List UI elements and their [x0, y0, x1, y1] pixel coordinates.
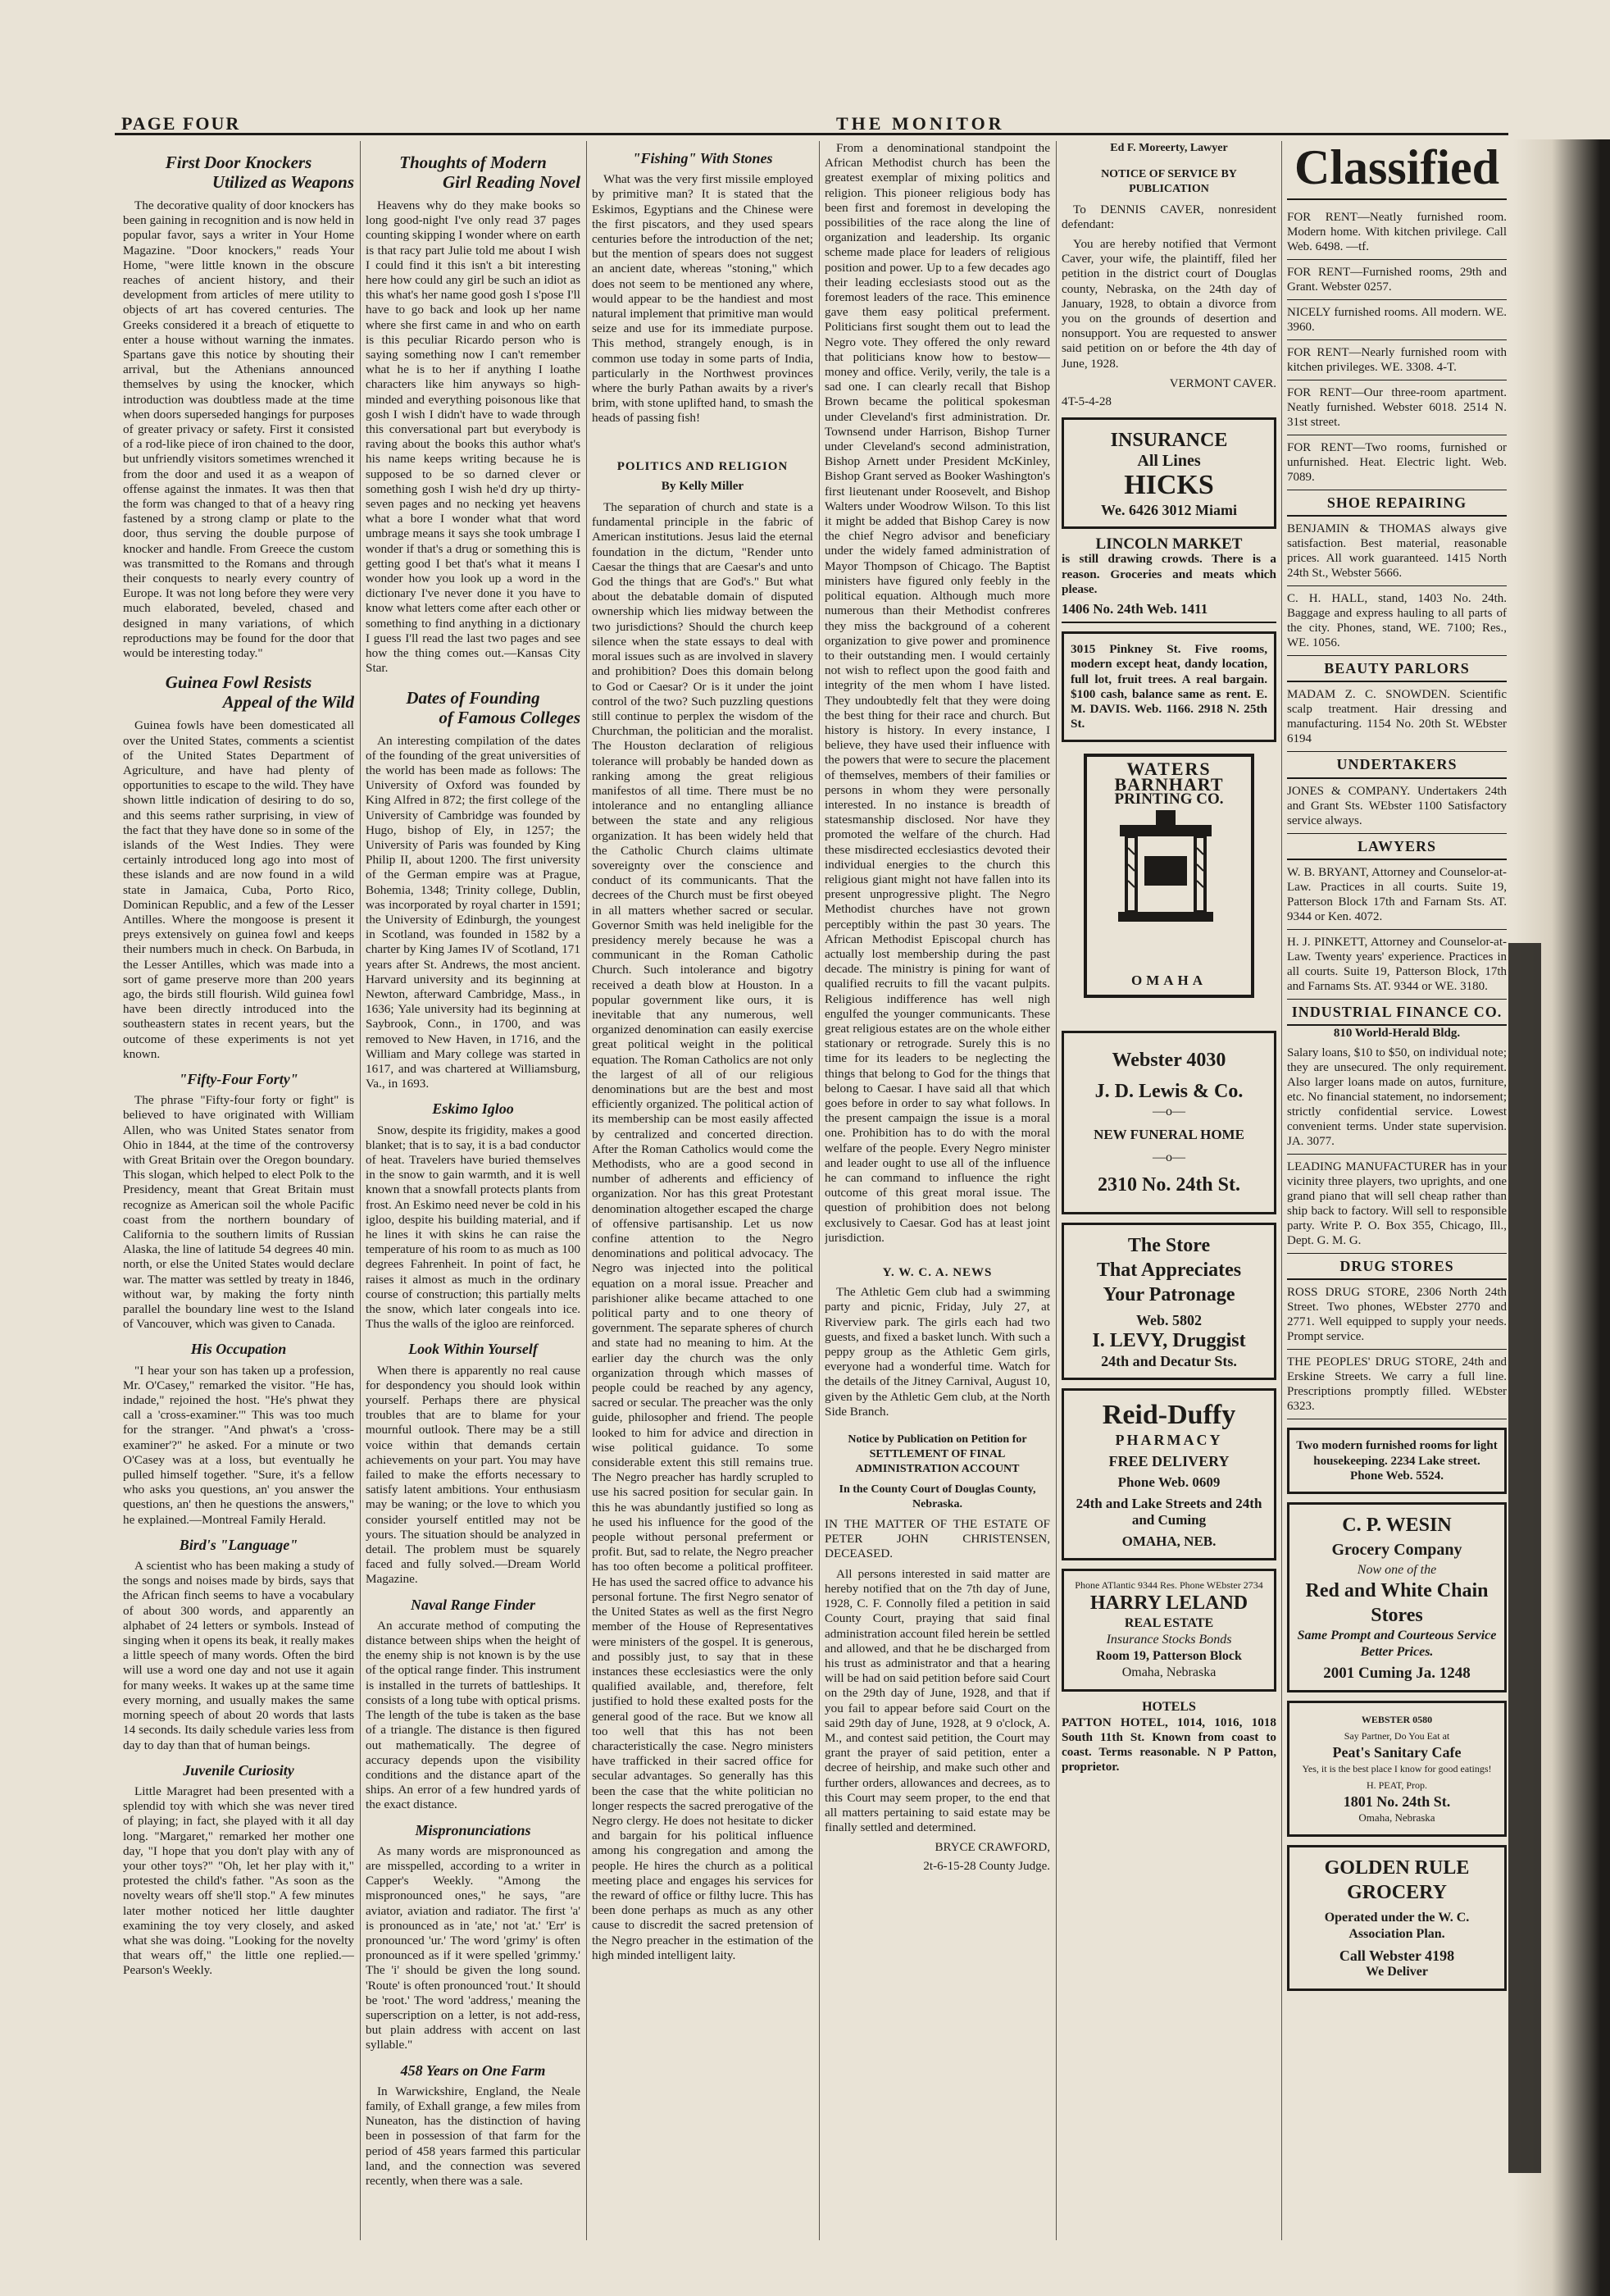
market-body: is still drawing crowds. There is a reason. Groceries and meats which please. — [1062, 552, 1276, 596]
ad-headline: Red and White Chain Stores — [1305, 1580, 1489, 1627]
article-title: Mispronunciations — [415, 1821, 531, 1838]
ad-phone: Phone Web. 0609 — [1117, 1474, 1221, 1491]
printing-company-logo — [1084, 754, 1254, 998]
logo-text: OMAHA — [1130, 973, 1208, 989]
article-title: Naval Range Finder — [410, 1596, 535, 1613]
article-title: Juvenile Curiosity — [183, 1761, 294, 1779]
ad-city: Omaha, Nebraska — [1358, 1811, 1435, 1824]
hotels-body: PATTON HOTEL, 1014, 1016, 1018 South 11th St. Known from coast to coast. Terms reasonable. N P Patton, proprietor. — [1062, 1715, 1276, 1774]
logo-text: BARNHART — [1114, 773, 1224, 795]
ad-name: J. D. Lewis & Co. — [1094, 1081, 1244, 1103]
ad-headline: Your Patronage — [1103, 1284, 1235, 1306]
column-rule — [1056, 141, 1057, 2240]
ad-proprietor: H. PEAT, Prop. — [1366, 1779, 1428, 1792]
column-rule — [360, 141, 361, 2240]
ad-phone: Phone ATlantic 9344 Res. Phone WEbster 2734 — [1075, 1579, 1263, 1592]
classified-item: JONES & COMPANY. Undertakers 24th and Grant Sts. WEbster 1100 Satisfactory service always. — [1287, 779, 1507, 834]
ad-phone: WEBSTER 0580 — [1361, 1714, 1433, 1726]
ad-subline: NEW FUNERAL HOME — [1094, 1127, 1244, 1143]
legal-notice-body: You are hereby notified that Vermont Caver, your wife, the plaintiff, filed her petition in the district court of Douglas county, Nebraska, on the 24th day of January, 1928, to obtain a divorce from you on the grounds of desertion and nonsupport. You are requested to answer said petition on or before the 4th day of June, 1928. — [1062, 237, 1276, 371]
article-body: When there is apparently no real cause for despondency you should look within yourself. Perhaps there are physical troubles that are to blame for your mournful outlook. There may be a still voice within that demands certain achievements on your part. You may have failed to make the efforts necessary to satisfy latent ambitions. Your enthusiasm may be waning; or the love to which you consider yourself entitled may not be yours. The situation should be analyzed in detail. The problem must be squarely faced and fully solved.—Dream World Magazine. — [366, 1363, 580, 1587]
ad-name: HARRY LELAND — [1089, 1592, 1248, 1615]
ad-subline: Operated under the W. C. Association Plan. — [1324, 1911, 1470, 1942]
legal-notice-date: 2t-6-15-28 County Judge. — [923, 1859, 1050, 1873]
classified-section-title: UNDERTAKERS — [1287, 752, 1507, 778]
article-title: Thoughts of Modern Girl Reading Novel — [399, 153, 580, 192]
ad-subline: We Deliver — [1366, 1965, 1428, 1979]
legal-notice-signature: BRYCE CRAWFORD, — [935, 1841, 1050, 1855]
column-rule — [819, 141, 820, 2240]
ad-address: 24th and Decatur Sts. — [1101, 1353, 1237, 1370]
classified-item: FOR RENT—Furnished rooms, 29th and Grant. Webster 0257. — [1287, 260, 1507, 300]
classified-item: ROSS DRUG STORE, 2306 North 24th Street. Two phones, WEbster 2770 and 2771. Well equipped to supply your needs. Prompt service. — [1287, 1280, 1507, 1350]
ad-headline: INSURANCE — [1110, 430, 1228, 452]
article-body: "I hear your son has taken up a profession, Mr. O'Casey," remarked the visitor. "He has, indade," rejoined the host. "He's phwat they call a 'cross-examiner.'" This was too much for the stranger. "And phwat's a 'cross-examiner'?" he asked. For a minute or two O'Casey was at a loss, but eventually he pulled himself together. "Sure, it's a fellow who asks you questions, an' you answer the questions, an' then he questions the answers," he explained.—Montreal Family Herald. — [123, 1363, 354, 1527]
classified-item: H. J. PINKETT, Attorney and Counselor-at-Law. Twenty years' experience. Practices in all courts. Suite 19, Patterson Block, 17th and Farnams Sts. AT. 9344 or WE. 3180. — [1287, 930, 1507, 1000]
article-title: Bird's "Language" — [179, 1536, 298, 1553]
ad-city: OMAHA, NEB. — [1121, 1533, 1217, 1550]
article-title: "Fishing" With Stones — [632, 150, 773, 166]
paper-name: THE MONITOR — [836, 113, 1005, 134]
torn-page-edge — [1508, 943, 1541, 2173]
page-header — [115, 113, 1508, 135]
classified-item: LEADING MANUFACTURER has in your vicinity three players, two uprights, and one grand piano that will sell cheap rather than ship back to factory. Will sell to responsible party. Write P. O. Box 355, Chicago, Ill., Dept. G. M. G. — [1287, 1155, 1507, 1254]
article-body: The separation of church and state is a fundamental principle in the fabric of American institutions. Jesus laid the eternal foundation in the dictum, "Render unto Caesar the things that are Caesar's and unto God the things that are God's." But what about the debatable domain of disputed ownership which lies midway between the two jurisdictions? Should the church keep silence when the state essays to deal with moral issues such as are involved in slavery and prohibition? Does this domain belong to God or Caesar? Or is it under the joint control of the two? Such puzzling questions still continue to perplex the wisdom of the Churchman, the politician and the moralist. The Houston declaration of religious tolerance will probably be handed down as ranking among the great religious manifestos of all time. There must be no intolerance and no entangling alliance between the state and any religious organization. It has been widely held that the Catholic Church claims ultimate sovereignty over the conscience and conduct of its communicants. That the decrees of the Church must be first obeyed in all matters whether sacred or secular. Governor Smith was held ineligible for the presidency merely because he was a communicant in the Roman Catholic Church. Such intolerance and bigotry received a death blow at Houston. In a popular government like ours, it is inevitable that any numerous, well organized denomination can easily exercise great political weight in the political equation. The Roman Catholics are not only the largest of all of our religious denominations but are the best and most efficiently organized. The political action of its membership can be most easily affected by centralized and concerted direction. After the Roman Catholics would come the Methodists, who are a good second in number of adherents and efficiency of organization. Nor has this great Protestant denomination altogether escaped the charge of offensive partisanship. Let us now confine attention to the Negro denominations and political advocacy. The Negro was injected into the political equation on a moral issue. Preacher and parishioner alike became attached to one political party and to one theory of government. The separate spheres of church and state had no meaning to him. At the earlier day the church was the only organization through which masses of people could be reached by any agency, sacred or secular. The preacher was the only guide, philosopher and friend. The people looked to him for advice and direction in wise political guidance. To some considerable extent this still remains true. The Negro preacher has hardly scrupled to use his sacred position for secular gain. In this he was abundantly justified so long as he used his influence for the good of the people without personal preferment or profit. But, sad to relate, the Negro preacher has too often become a political proffiteer. He has used the sacred office to advance his personal fortune. The first Negro senator of the United States as well as the first Negro member of the House of Representatives were ministers of the gospel. It is generous, and possibly just, to say that in these instances these ecclesiastics were the only qualified available, and, therefore, felt justified to hold these exalted posts for the general good of the race. But we know all too well that this has not been characteristically the case. Negro ministers have trafficked in their sacred office for secular advantages. So generally has this been the case that the white politician no longer respects the sacred prerogative of the Negro clergy. He does not hesitate to dicker and bargain for his political influence among his congregation and among the people. He hires the church as a political meeting place and engages his services for the reward of office or filthy lucre. This has been done perhaps as much as any other cause to discredit the sacred pretension of the Negro preacher in the estimation of the high minded intelligent laity. — [592, 500, 813, 1962]
ad-slogan: Same Prompt and Courteous Service Better Prices. — [1297, 1629, 1497, 1660]
ad-address: 24th and Lake Streets and 24th and Cuming — [1076, 1496, 1262, 1528]
article-body: From a denominational standpoint the African Methodist church has been the greatest exemplar of mixing politics and religion. This pioneer religious body has been first and foremost in developing the possibilities of the race along the line of organization and leadership. Its organic scheme made place for leaders of religious position and power. Up to a few decades ago their leading ecclesiasts stood out as the foremost leaders of the race. This eminence gave them easy political preferment. Politicians first sought them out to lead the Negro vote. They offered the only reward that politicians know how to bestow—money and office. Verily, verily, the tale is a sad one. I can clearly recall that Bishop Brown became the political spokesman under Cleveland's first administration. Dr. Townsend under Harrison, Bishop Turner under Cleveland's second administration, Bishop Arnett under President McKinley, Bishop Grant served as Booker Washington's first lieutenant under Roosevelt, and Bishop Walters under Woodrow Wilson. To this list it might be added that Bishop Carey is now the chief Negro advisor and beneficiary under the widely famed administration of Mayor Thompson of Chicago. The Baptist ministers have figured only feebly in the political equation. Although much more numerous than their Methodist confreres they miss the background of a coherent organization to give power and prominence to their outstanding men. I would certainly not wish to reflect upon the good faith and integrity of the men whom I have listed. They undoubtedly felt that they were doing the best thing for their race and church. But history is history. In every instance, I believe, they have used their influence with the powers that were to secure the placement of themselves, members of their families or persons in whom they were personally interested. In no instance is breadth of statesmanship disclosed. Nor have they promoted the welfare of the church. Had these misdirected ecclesiastics devoted their individual energies to the church this religious giant might not have fallen into its present unprogressive plight. The Negro Methodist churches have not grown perceptibly within the past 30 years. The African Methodist Episcopal church has actually lost membership during the past decade. The ministry is pining for want of qualified recruits to fill the vacant pulpits. Religious indifference has well nigh engulfed the younger communicants. These great religious estates are on the whole either stationary or retrograde. Surely this is no time for its leaders to be neglecting the things that belong to God for the things that belong to Caesar. I have said all that which goes before in order to say what follows. In the present campaign the issue is a moral one. Prohibition has to do with the moral welfare of the people. Every Negro minister and leader ought to use all of the influence he can command to influence the right outcome of this great moral issue. The question of prohibition does not belong exclusively to Caesar. God has at least joint jurisdiction. — [825, 141, 1050, 1245]
article-body: In Warwickshire, England, the Neale family, of Exhall grange, a few miles from Nuneaton, has the distinction of having been in possession of that farm for the period of 458 years farmed this particular land, and the connection was severed recently, when there was a sale. — [366, 2084, 580, 2188]
article-body: An accurate method of computing the distance between ships when the height of the enemy ship is not known is by the use of the optical range finder. This instrument is installed in the turrets of battleships. It consists of a long tube with optical prisms. The length of the tube is taken as the base of a triangle. The distance is then figured out mathematically. The degree of accuracy depends upon the visibility conditions and the distance apart of the ships. An error of a few hundred yards of the exact distance. — [366, 1618, 580, 1812]
lawyer-name: Ed F. Moreerty, Lawyer — [1110, 142, 1228, 154]
article-body: Little Maragret had been presented with a splendid toy with which she was never tired of playing; in fact, she played with it all day long. "Margaret," remarked her mother one day, "I hope that you don't play with any of your other toys?" "Oh, let her play with it," protested the child's father. "As soon as the novelty wears off she'll stop." A few minutes later mother noticed her little daughter examining the toy very closely, and asked what she was doing. "Looking for the novelty that wears off," the little one replied.—Pearson's Weekly. — [123, 1784, 354, 1978]
ad-phone: Webster 4030 — [1112, 1050, 1226, 1072]
article-title: Dates of Founding of Famous Colleges — [406, 687, 580, 727]
legal-notice-matter: IN THE MATTER OF THE ESTATE OF PETER JOHN CHRISTENSEN, DECEASED. — [825, 1517, 1050, 1561]
ad-name: C. P. WESIN — [1342, 1515, 1452, 1537]
legal-notice-court: In the County Court of Douglas County, Nebraska. — [839, 1483, 1036, 1510]
article-body: The Athletic Gem club had a swimming party and picnic, Friday, July 27, at Riverview park. The girls each had two guests, and fixed a basket lunch. With such a peppy group as the Athletic Gem girls, everyone had a wonderful time. Watch for the details of the Jitney Carnival, August 10, given by the Athletic Gem club, at the North Side Branch. — [825, 1285, 1050, 1419]
byline: By Kelly Miller — [661, 478, 744, 493]
ad-name: HICKS — [1124, 470, 1214, 501]
grocery-ad — [1287, 1502, 1507, 1692]
legal-notice-signature: VERMONT CAVER. — [1169, 376, 1276, 390]
ad-subline: Yes, it is the best place I know for good eatings! — [1302, 1763, 1492, 1775]
column-5 — [1062, 141, 1276, 2240]
cafe-ad — [1287, 1701, 1507, 1837]
ad-phone: Web. 5802 — [1135, 1312, 1202, 1329]
article-body: What was the very first missile employed by primitive man? It is stated that the Eskimos, Egyptians and the Chinese were the first piscators, and they used spears centuries before the introduction of the net; but the mention of spears does not suggest an ancient date, whereas "stoning," which does not seem to be mentioned any where, would appear to be the handiest and most natural implement that primitive man would seize and use for its immediate purpose. This method, strangely enough, is in common use today in some parts of India, particularly in the Northwest provinces where the burly Pathan awaits by a river's brim, with stone uplifted hand, to smash the heads of passing fish! — [592, 172, 813, 426]
article-title: Eskimo Igloo — [432, 1100, 514, 1118]
golden-rule-ad — [1287, 1845, 1507, 1991]
ad-address: 1801 No. 24th St. — [1343, 1793, 1451, 1811]
classified-item: FOR RENT—Two rooms, furnished or unfurnished. Heat. Electric light. Web. 7089. — [1287, 435, 1507, 490]
classified-item: THE PEOPLES' DRUG STORE, 24th and Erskine Streets. We carry a full line. Prescriptions promptly filled. WEbster 6323. — [1287, 1350, 1507, 1419]
druggist-ad — [1062, 1223, 1276, 1380]
page-number: PAGE FOUR — [121, 113, 241, 134]
classified-item: Salary loans, $10 to $50, on individual note; they are unsecured. The only requirement. Also larger loans made on autos, furniture, etc. No financial statement, no indorsement; strictly confidential service. Lowest convenient terms. Under state supervision. JA. 3077. — [1287, 1041, 1507, 1155]
logo-text: WATERS — [1126, 758, 1212, 780]
legal-notice-date: 4T-5-4-28 — [1062, 394, 1112, 409]
classified-section-title: BEAUTY PARLORS — [1287, 656, 1507, 682]
ad-address: 2001 Cuming Ja. 1248 — [1323, 1665, 1471, 1683]
ad-headline: That Appreciates — [1096, 1260, 1242, 1282]
column-6 — [1287, 141, 1507, 2240]
legal-notice-body: All persons interested in said matter are hereby notified that on the 7th day of June, 1928, C. F. Connolly filed a petition in said County Court, praying that said final administration account filed herein be settled and allowed, and that he be discharged from his trust as administrator and that a hearing will be had on said petition before said Court on the 29th day of June, 1928, and that if you fail to appear before said Court on the said 29th day of June, 1928, at 9 o'clock, A. M., and contest said petition, the Court may grant the prayer of said petition, enter a decree of heirship, and make such other and further orders, allowances and decrees, as to this Court may seem proper, to the end that all matters pertaining to said estate may be finally settled and determined. — [825, 1566, 1050, 1835]
article-body: A scientist who has been making a study of the songs and noises made by birds, says that the African finch seems to have a vocabulary of about 300 words, and apparently an alphabet of 24 letters or symbols. Instead of singing when it opens its beak, it really makes a little speech of many words. Often the bird will use a word one day and not use it again for many weeks. It wakes up at the same time every morning, and usually makes the same morning speech of about 20 words that lasts 14 seconds. Its daily schedule varies less from day to day than that of human beings. — [123, 1559, 354, 1752]
insurance-ad — [1062, 417, 1276, 529]
classified-title: Classified — [1287, 141, 1507, 200]
classified-section-title: LAWYERS — [1287, 834, 1507, 860]
classified-subtitle: 810 World-Herald Bldg. — [1333, 1027, 1461, 1041]
ad-name: I. LEVY, Druggist — [1092, 1330, 1246, 1352]
article-title: Look Within Yourself — [408, 1341, 538, 1358]
ad-subline: Say Partner, Do You Eat at — [1344, 1730, 1450, 1742]
legal-notice-title: Notice by Publication on Petition for SETTLEMENT OF FINAL ADMINISTRATION ACCOUNT — [848, 1433, 1027, 1476]
article-title: His Occupation — [190, 1341, 287, 1358]
article-body: The phrase "Fifty-four forty or fight" is believed to have originated with William Allen, who was United States senator from Ohio in 1844, at the time of the controversy with Great Britain over the Oregon boundary. This slogan, which helped to elect Polk to the Presidency, meant that Great Britain must recognize as American soil the whole Pacific coast from the northern boundary of California to the southern limits of Russian Alaska, the line of latitude 54 degrees 40 min. north, or else the United States would declare war. The matter was settled by treaty in 1846, without war, by making the forty ninth parallel the boundary line west to the Island of Vancouver, which was given to Canada. — [123, 1093, 354, 1332]
article-body: Snow, despite its frigidity, makes a good blanket; that is to say, it is a bad conductor of heat. Travelers have buried themselves in the snow to gain warmth, and it is well known that a snowfall protects plants from frost. An Eskimo need never be cold in his igloo, despite his building material, and if he lines it with skins he can raise the temperature of his room to as much as 100 degrees Fahrenheit. In point of fact, he raises it almost as much in the ordinary course of construction; this partially melts the snow, which later congeals into ice. Thus the walls of the igloo are reinforced. — [366, 1123, 580, 1332]
article-title: First Door Knockers Utilized as Weapons — [165, 153, 354, 192]
article-body: As many words are mispronounced as are misspelled, according to a writer in Capper's Weekly. "Among the mispronounced ones," he says, "are aviator, aviation and radiator. The first 'a' is pronounced as in 'ate,' not 'at.' 'Err' is pronounced 'ur.' The word 'grimy' is often pronounced as if it were spelled 'grimmy.' The 'i' should be given the long sound. 'Route' is often pronounced 'rout.' It should be 'root.' The word 'address,' meaning the superscription on a letter, is not add-ress, but plain address with accent on last syllable." — [366, 1843, 580, 2052]
ad-subline: PHARMACY — [1115, 1432, 1223, 1449]
classified-item: FOR RENT—Neatly furnished room. Modern home. With kitchen privilege. Call Web. 6498. —tf. — [1287, 205, 1507, 260]
classified-item: FOR RENT—Our three-room apartment. Neatly furnished. Webster 6018. 2514 N. 31st street. — [1287, 380, 1507, 435]
ad-subline: FREE DELIVERY — [1108, 1453, 1230, 1470]
classified-section-title: INDUSTRIAL FINANCE CO. — [1287, 1000, 1507, 1026]
market-title: LINCOLN MARKET — [1095, 535, 1243, 554]
ad-address: Room 19, Patterson Block — [1096, 1649, 1242, 1664]
column-4 — [825, 141, 1050, 2240]
ad-address: 2310 No. 24th St. — [1097, 1174, 1240, 1196]
classified-item: NICELY furnished rooms. All modern. WE. 3960. — [1287, 300, 1507, 340]
article-title: "Fifty-Four Forty" — [179, 1070, 298, 1087]
ad-subline: Insurance Stocks Bonds — [1106, 1633, 1232, 1647]
ad-subline: REAL ESTATE — [1124, 1616, 1214, 1631]
classified-item: FOR RENT—Nearly furnished room with kitchen privileges. WE. 3308. 4-T. — [1287, 340, 1507, 380]
legal-notice-title: NOTICE OF SERVICE BY PUBLICATION — [1101, 168, 1237, 196]
classified-item: W. B. BRYANT, Attorney and Counselor-at-Law. Practices in all courts. Suite 19, Patterson Block 17th and Farnam Sts. AT. 9344 or Ken. 4072. — [1287, 860, 1507, 930]
logo-text: PRINTING CO. — [1114, 790, 1224, 808]
column-3 — [592, 141, 813, 2240]
rooms-ad: Two modern furnished rooms for light housekeeping. 2234 Lake street. Phone Web. 5524. — [1287, 1428, 1507, 1494]
article-body: The decorative quality of door knockers has been gaining in recognition and is now held in popular favor, says a writer in Your Home Magazine. "Door knockers," reads Your Home, "were little known in the obscure reaches of ancient history, and their development from articles of mere utility to objects of art has covered centuries. The Greeks considered it a breach of etiquette to enter a house without warning the inmates. Spartans gave this notice by shouting their arrival, but the Athenians announced themselves by using the knocker, which introduction was doubtless made at the time when doors superseded hangings for purposes of greater privacy or safety. First it consisted of a rod-like piece of iron chained to the door, but unfriendly visitors sometimes wrenched it from the door and used it as a weapon of offense against the inmates. It was then that the form was changed to that of a heavy ring fastened by a strong clamp or plate to the door, thus serving the double purpose of knocker and handle. From Greece the custom was transmitted to the Romans and through their conquests to nearly every country of Europe. It was not long before they were very much elaborated, beveled, chased and designed in many variations, of which reproductions may be found for the door that would be interesting today." — [123, 198, 354, 661]
ad-city: Omaha, Nebraska — [1121, 1665, 1217, 1680]
ad-name: GROCERY — [1347, 1882, 1447, 1904]
classified-item: BENJAMIN & THOMAS always give satisfaction. Best material, reasonable prices. All work guaranteed. 1415 North 24th St., Webster 5666. — [1287, 517, 1507, 586]
real-estate-agent-ad — [1062, 1569, 1276, 1692]
column-1 — [123, 141, 354, 2240]
article-title: 458 Years on One Farm — [400, 2061, 546, 2079]
real-estate-ad: 3015 Pinkney St. Five rooms, modern except heat, dandy location, full lot, fruit trees. A real bargain. $100 cash, balance same as rent. E. M. DAVIS. Web. 1166. 2918 N. 25th St. — [1062, 631, 1276, 742]
article-body: An interesting compilation of the dates of the founding of the great universities of the world has been made as follows: The University of Oxford was founded by King Alfred in 872; the first college of the University of Cambridge was founded by Hugo, bishop of Ely, in 1257; the University of Paris was founded by King Philip II, about 1200. The first university of the German empire was at Prague, Bohemia, 1348; Trinity college, Dublin, was incorporated by royal charter in 1591; the University of Edinburgh, the youngest in Scotland, was founded in 1582 by a charter by King James IV of Scotland, 171 years after St. Andrews, the most ancient. Harvard university and its beginning at Newton, afterward Cambridge, Mass., in 1636; Yale university had its beginning at Saybrook, Conn., in 1700, and was removed to New Haven, in 1716, and the William and Mary college was started in 1617, and was chartered at Williamsburg, Va., in 1693. — [366, 733, 580, 1091]
column-rule — [586, 141, 587, 2240]
pharmacy-ad — [1062, 1388, 1276, 1560]
classified-section-title: SHOE REPAIRING — [1287, 490, 1507, 517]
legal-notice-addressee: To DENNIS CAVER, nonresident defendant: — [1062, 202, 1276, 231]
ad-headline: The Store — [1127, 1235, 1211, 1257]
classified-section-title: DRUG STORES — [1287, 1254, 1507, 1280]
ad-subline: Now one of the — [1357, 1563, 1437, 1578]
hotels-title: HOTELS — [1142, 1700, 1196, 1715]
ad-phone: Call Webster 4198 — [1339, 1947, 1455, 1965]
ad-divider: —o— — [1153, 1105, 1185, 1119]
funeral-home-ad — [1062, 1031, 1276, 1214]
article-title: Y. W. C. A. NEWS — [882, 1266, 993, 1280]
article-title: POLITICS AND RELIGION — [616, 459, 789, 473]
classified-item: C. H. HALL, stand, 1403 No. 24th. Baggage and express hauling to all parts of the city. Phones, stand, WE. 7100; Res., WE. 1056. — [1287, 586, 1507, 656]
ad-name: Reid-Duffy — [1102, 1400, 1236, 1431]
printing-press-icon — [1087, 807, 1244, 930]
ad-subline: All Lines — [1137, 452, 1201, 471]
ad-subline: Grocery Company — [1331, 1541, 1462, 1560]
ad-divider: —o— — [1153, 1150, 1185, 1165]
article-body: Guinea fowls have been domesticated all over the United States, comments a scientist of the United States Department of Agriculture, and have had plenty of opportunities to escape to the wild. They have shown little indication of desiring to do so, and this seems rather surprising, in view of the fact that they have done so in some of the islands of the West Indies. They were certainly introduced long ago into most of these islands and are now found in a wild state in Jamaica, Cuba, Porto Rico, Dominican Republic, and a few of the Lesser Antilles. Where the mongoose is present it preys extensively on guinea fowl and keeps their numbers much in check. On Barbuda, in the Lesser Antilles, which was made into a sort of game preserve more than 200 years ago, the birds still flourish. Wild guinea fowl have been directly introduced into the southeastern states in recent years, but the outcome of these experiments is not yet known. — [123, 718, 354, 1061]
ad-contact: We. 6426 3012 Miami — [1101, 502, 1237, 519]
ad-name: GOLDEN RULE — [1324, 1857, 1470, 1879]
classified-item: MADAM Z. C. SNOWDEN. Scientific scalp treatment. Hair dressing and manufacturing. 1154 No. 20th St. WEbster 6194 — [1287, 682, 1507, 752]
ad-name: Peat's Sanitary Cafe — [1332, 1744, 1462, 1761]
column-2 — [366, 141, 580, 2240]
article-body: Heavens why do they make books so long good-night I've only read 37 pages counting skipping I wonder where on earth is that racy part Julie told me about I wish I could find it this isn't a bit interesting here how could any girl be such an idiot as this what's her name good gosh I s'pose I'll have to go back and look up her name where she first came in and who on earth is this peculiar Ricardo person who is saying something now I can't remember what he is to her if anything I loathe characters like him anyways so high-minded and everything poisonous like that gosh I wish I didn't have to wade through this conversational part but everybody is raving about the books this author what's his name keeps writing because he is supposed to be so darned clever or something gosh I wish he'd dry up thirty-seven pages and no necking yet heavens what a bore I wonder what that word umbrage means it says she took umbrage I wonder if that's a drug or something this is getting good I bet that's what it means I wonder how you look up a word in the dictionary I've never done it you have to know what letters come after each other or something to find anything in a dictionary I guess I'll read the last two pages and see how the thing comes out.—Kansas City Star. — [366, 198, 580, 676]
market-address: 1406 No. 24th Web. 1411 — [1062, 602, 1276, 623]
column-rule — [1281, 141, 1282, 2240]
article-title: Guinea Fowl Resists Appeal of the Wild — [165, 672, 354, 713]
